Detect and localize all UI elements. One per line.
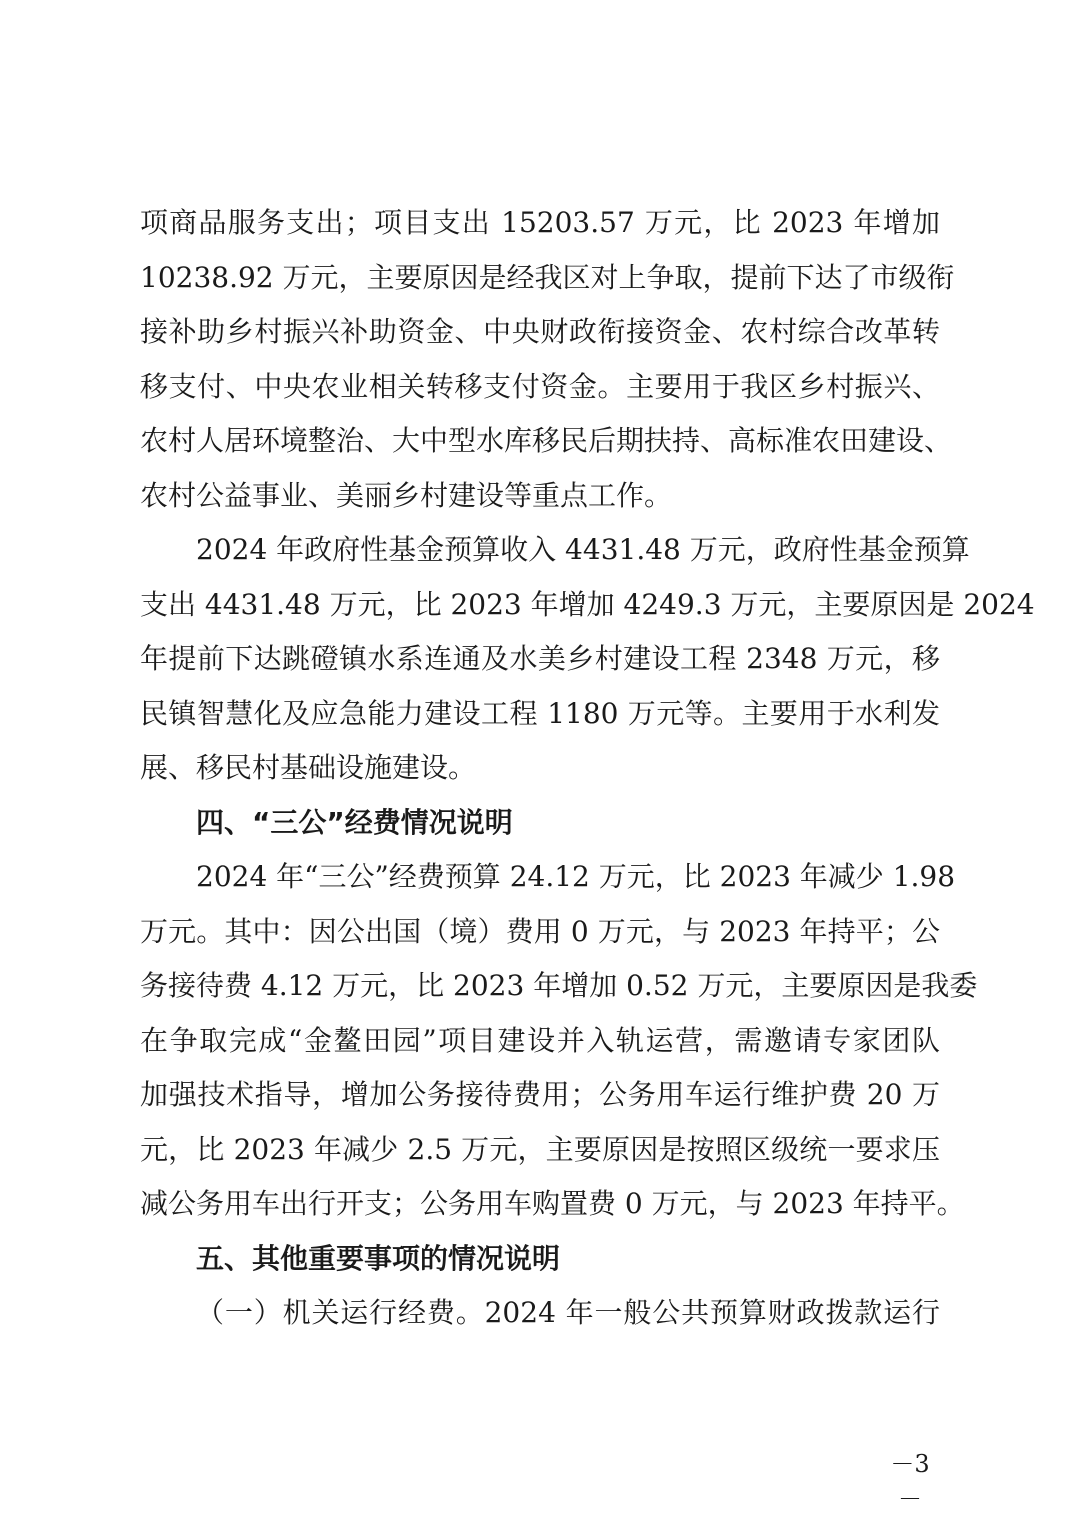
text-line: 农村人居环境整治、大中型水库移民后期扶持、高标准农田建设、	[140, 424, 953, 457]
text-line: 10238.92 万元，主要原因是经我区对上争取，提前下达了市级衔	[140, 260, 955, 294]
text-line: 展、移民村基础设施建设。	[140, 751, 477, 784]
text-line: 在争取完成“金鳌田园”项目建设并入轨运营，需邀请专家团队	[140, 1023, 940, 1057]
text-line: 减公务用车出行开支；公务用车购置费 0 万元，与 2023 年持平。	[140, 1187, 965, 1220]
text-line: 万元。其中：因公出国（境）费用 0 万元，与 2023 年持平；公	[140, 914, 940, 948]
text-line: 加强技术指导，增加公务接待费用；公务用车运行维护费 20 万	[140, 1078, 940, 1111]
section-heading: 四、“三公”经费情况说明	[196, 805, 513, 839]
text-line: 2024 年政府性基金预算收入 4431.48 万元，政府性基金预算	[196, 533, 970, 566]
text-line: 务接待费 4.12 万元，比 2023 年增加 0.52 万元，主要原因是我委	[140, 969, 978, 1002]
text-line: 元，比 2023 年减少 2.5 万元，主要原因是按照区级统一要求压	[140, 1132, 940, 1166]
page-number: －3－	[890, 1450, 930, 1513]
text-line: 民镇智慧化及应急能力建设工程 1180 万元等。主要用于水利发	[140, 696, 940, 730]
section-heading: 五、其他重要事项的情况说明	[196, 1241, 561, 1275]
text-line: 农村公益事业、美丽乡村建设等重点工作。	[140, 478, 673, 512]
text-line: （一）机关运行经费。2024 年一般公共预算财政拨款运行	[196, 1296, 940, 1329]
text-line: 移支付、中央农业相关转移支付资金。主要用于我区乡村振兴、	[140, 369, 940, 403]
text-line: 接补助乡村振兴补助资金、中央财政衔接资金、农村综合改革转	[140, 315, 940, 348]
text-line: 2024 年“三公”经费预算 24.12 万元，比 2023 年减少 1.98	[196, 860, 956, 893]
text-line: 支出 4431.48 万元，比 2023 年增加 4249.3 万元，主要原因是 2024	[140, 587, 1035, 621]
text-line: 项商品服务支出；项目支出 15203.57 万元，比 2023 年增加	[140, 206, 940, 239]
text-line: 年提前下达跳磴镇水系连通及水美乡村建设工程 2348 万元，移	[140, 642, 940, 675]
document-body	[140, 196, 1035, 1341]
